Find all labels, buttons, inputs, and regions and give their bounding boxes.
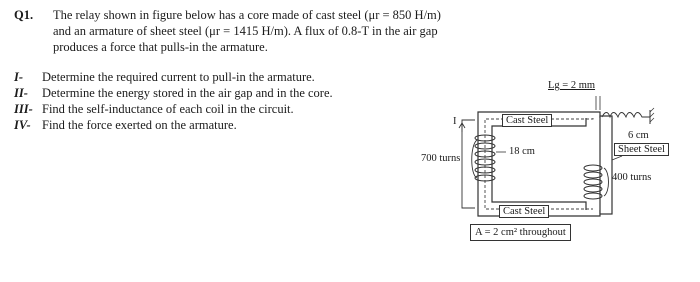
mean-flux-path (485, 118, 593, 209)
task-text-1: Determine the required current to pull-in the armature. (42, 70, 315, 84)
task-text-2: Determine the energy stored in the air gap and in the core. (42, 86, 333, 100)
armature (600, 116, 612, 214)
question-line-1: The relay shown in figure below has a core made of cast steel (μr = 850 H/m) (53, 8, 441, 22)
cast-steel-bottom-label: Cast Steel (499, 205, 549, 218)
task-number-4: IV- (14, 118, 31, 132)
armature-pointer (612, 156, 622, 160)
current-label: I (453, 116, 457, 127)
question-number: Q1. (14, 8, 34, 22)
current-arrow (459, 123, 465, 132)
cast-steel-top-label: Cast Steel (502, 114, 552, 127)
coil-bracket (472, 140, 477, 178)
spring-anchor-hatch (650, 108, 654, 112)
task-number-3: III- (14, 102, 33, 116)
cast-steel-core (478, 112, 600, 216)
task-number-2: II- (14, 86, 28, 100)
air-gap-label: Lg = 2 mm (548, 80, 596, 91)
area-label: A = 2 cm² throughout (470, 224, 571, 241)
task-text-3: Find the self-inductance of each coil in the circuit. (42, 102, 294, 116)
question-line-2: and an armature of sheet steel (μr = 1415 H/m). A flux of 0.8-T in the air gap (53, 24, 438, 38)
spring-anchor-hatch (650, 118, 654, 122)
task-number-1: I- (14, 70, 24, 84)
armature-width-label: 6 cm (628, 130, 649, 141)
armature-material-label: Sheet Steel (614, 143, 669, 156)
coil-lead-wire (462, 120, 475, 208)
question-line-3: produces a force that pulls-in the armature. (53, 40, 268, 54)
spring-anchor-hatch (650, 113, 654, 117)
right-coil (584, 165, 602, 199)
length-label: 18 cm (509, 146, 535, 157)
task-text-4: Find the force exerted on the armature. (42, 118, 237, 132)
left-coil-turns-label: 700 turns (421, 153, 461, 164)
right-coil-turns-label: 400 turns (612, 172, 652, 183)
